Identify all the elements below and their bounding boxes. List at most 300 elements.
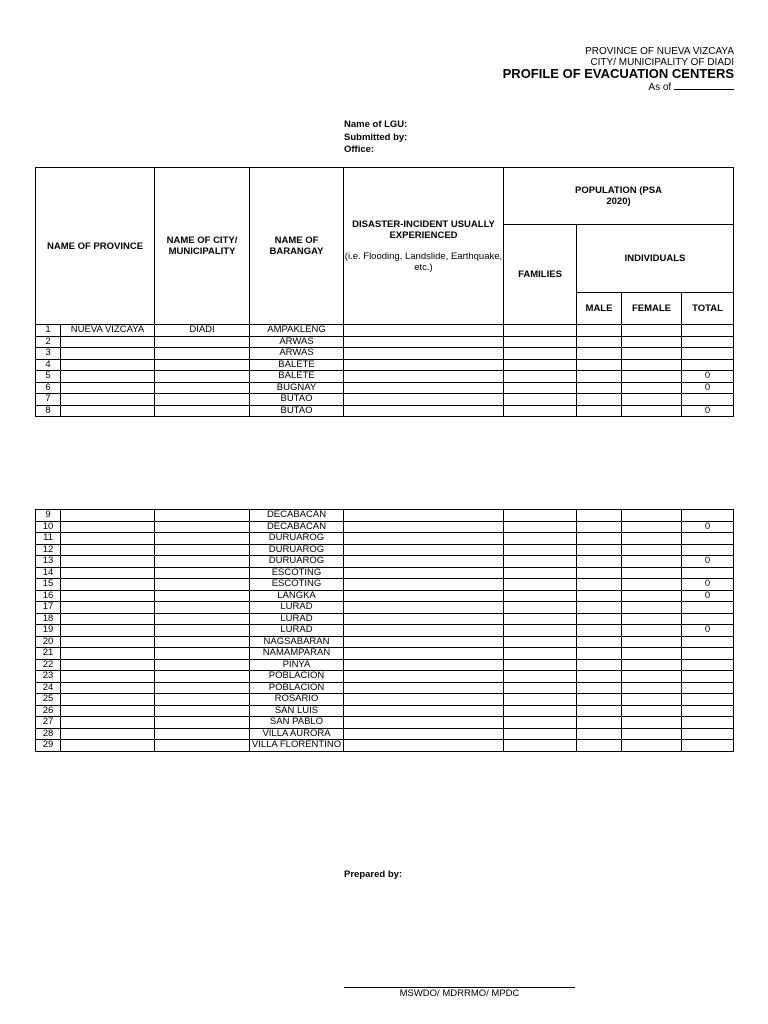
cell-disaster bbox=[344, 590, 504, 602]
cell-male bbox=[577, 682, 622, 694]
cell-barangay: BALETE bbox=[250, 371, 344, 383]
cell-total bbox=[682, 717, 734, 729]
cell-barangay: LANGKA bbox=[250, 590, 344, 602]
cell-city bbox=[155, 602, 250, 614]
col-barangay-header: NAME OF BARANGAY bbox=[250, 168, 344, 325]
evacuation-table-part2 bbox=[35, 509, 734, 752]
cell-male bbox=[577, 394, 622, 406]
cell-male bbox=[577, 590, 622, 602]
cell-barangay: DECABACAN bbox=[250, 521, 344, 533]
cell-city bbox=[155, 682, 250, 694]
cell-female bbox=[622, 533, 682, 545]
cell-total bbox=[682, 533, 734, 545]
cell-province: NUEVA VIZCAYA bbox=[61, 325, 155, 337]
cell-province bbox=[61, 556, 155, 568]
col-disaster-header bbox=[344, 168, 504, 325]
table-row bbox=[36, 717, 734, 729]
table-row bbox=[36, 405, 734, 417]
cell-families bbox=[504, 394, 577, 406]
cell-male bbox=[577, 728, 622, 740]
cell-total bbox=[682, 544, 734, 556]
lgu-label: Name of LGU: bbox=[344, 119, 408, 130]
cell-families bbox=[504, 336, 577, 348]
row-number: 25 bbox=[36, 694, 61, 706]
cell-province bbox=[61, 579, 155, 591]
cell-disaster bbox=[344, 521, 504, 533]
row-number: 8 bbox=[36, 405, 61, 417]
cell-families bbox=[504, 717, 577, 729]
cell-city bbox=[155, 521, 250, 533]
row-number: 1 bbox=[36, 325, 61, 337]
cell-total: 0 bbox=[682, 371, 734, 383]
table-row bbox=[36, 348, 734, 360]
cell-families bbox=[504, 602, 577, 614]
cell-male bbox=[577, 740, 622, 752]
cell-families bbox=[504, 382, 577, 394]
cell-families bbox=[504, 510, 577, 522]
cell-families bbox=[504, 728, 577, 740]
cell-disaster bbox=[344, 382, 504, 394]
row-number: 24 bbox=[36, 682, 61, 694]
cell-disaster bbox=[344, 671, 504, 683]
row-number: 21 bbox=[36, 648, 61, 660]
cell-disaster bbox=[344, 717, 504, 729]
cell-families bbox=[504, 740, 577, 752]
cell-families bbox=[504, 705, 577, 717]
cell-barangay: PINYA bbox=[250, 659, 344, 671]
row-number: 9 bbox=[36, 510, 61, 522]
col-families-header: FAMILIES bbox=[504, 225, 577, 325]
cell-male bbox=[577, 613, 622, 625]
cell-total bbox=[682, 705, 734, 717]
table-row bbox=[36, 636, 734, 648]
cell-male bbox=[577, 533, 622, 545]
row-number: 11 bbox=[36, 533, 61, 545]
cell-disaster bbox=[344, 556, 504, 568]
cell-barangay: BUTAO bbox=[250, 394, 344, 406]
cell-province bbox=[61, 359, 155, 371]
row-number: 17 bbox=[36, 602, 61, 614]
table-row bbox=[36, 694, 734, 706]
cell-disaster bbox=[344, 740, 504, 752]
cell-barangay: DURUAROG bbox=[250, 544, 344, 556]
cell-female bbox=[622, 682, 682, 694]
cell-total bbox=[682, 510, 734, 522]
cell-total bbox=[682, 602, 734, 614]
table-row bbox=[36, 371, 734, 383]
cell-barangay: POBLACION bbox=[250, 682, 344, 694]
cell-disaster bbox=[344, 567, 504, 579]
cell-city bbox=[155, 382, 250, 394]
cell-province bbox=[61, 394, 155, 406]
cell-barangay: ARWAS bbox=[250, 336, 344, 348]
cell-barangay: VILLA AURORA bbox=[250, 728, 344, 740]
cell-families bbox=[504, 694, 577, 706]
cell-barangay: LURAD bbox=[250, 602, 344, 614]
row-number: 19 bbox=[36, 625, 61, 637]
row-number: 18 bbox=[36, 613, 61, 625]
cell-disaster bbox=[344, 682, 504, 694]
cell-disaster bbox=[344, 348, 504, 360]
cell-disaster bbox=[344, 728, 504, 740]
table-row bbox=[36, 602, 734, 614]
cell-barangay: LURAD bbox=[250, 613, 344, 625]
cell-total bbox=[682, 359, 734, 371]
cell-city bbox=[155, 348, 250, 360]
cell-disaster bbox=[344, 394, 504, 406]
cell-city bbox=[155, 740, 250, 752]
cell-city bbox=[155, 694, 250, 706]
col-population-header: POPULATION (PSA 2020) bbox=[504, 168, 734, 225]
row-number: 13 bbox=[36, 556, 61, 568]
cell-province bbox=[61, 405, 155, 417]
cell-barangay: AMPAKLENG bbox=[250, 325, 344, 337]
cell-male bbox=[577, 659, 622, 671]
row-number: 12 bbox=[36, 544, 61, 556]
city-line: CITY/ MUNICIPALITY OF DIADI bbox=[590, 57, 734, 68]
cell-female bbox=[622, 371, 682, 383]
cell-female bbox=[622, 671, 682, 683]
cell-barangay: SAN LUIS bbox=[250, 705, 344, 717]
cell-total bbox=[682, 336, 734, 348]
cell-families bbox=[504, 359, 577, 371]
cell-barangay: BUGNAY bbox=[250, 382, 344, 394]
cell-families bbox=[504, 371, 577, 383]
cell-province bbox=[61, 728, 155, 740]
cell-female bbox=[622, 625, 682, 637]
cell-female bbox=[622, 648, 682, 660]
cell-male bbox=[577, 567, 622, 579]
cell-city bbox=[155, 659, 250, 671]
col-city-header: NAME OF CITY/ MUNICIPALITY bbox=[155, 168, 250, 325]
cell-female bbox=[622, 717, 682, 729]
cell-province bbox=[61, 659, 155, 671]
row-number: 23 bbox=[36, 671, 61, 683]
cell-female bbox=[622, 659, 682, 671]
cell-families bbox=[504, 348, 577, 360]
row-number: 3 bbox=[36, 348, 61, 360]
cell-city bbox=[155, 336, 250, 348]
cell-female bbox=[622, 336, 682, 348]
cell-disaster bbox=[344, 510, 504, 522]
cell-total bbox=[682, 325, 734, 337]
cell-barangay: ROSARIO bbox=[250, 694, 344, 706]
cell-province bbox=[61, 613, 155, 625]
cell-province bbox=[61, 590, 155, 602]
table-row bbox=[36, 556, 734, 568]
cell-barangay: VILLA FLORENTINO bbox=[250, 740, 344, 752]
row-number: 26 bbox=[36, 705, 61, 717]
col-female-header: FEMALE bbox=[622, 293, 682, 325]
cell-disaster bbox=[344, 544, 504, 556]
table-row bbox=[36, 579, 734, 591]
cell-female bbox=[622, 728, 682, 740]
cell-total bbox=[682, 671, 734, 683]
disaster-header-label: DISASTER-INCIDENT USUALLY EXPERIENCED bbox=[352, 219, 495, 241]
cell-disaster bbox=[344, 579, 504, 591]
lgu-meta bbox=[344, 119, 407, 157]
cell-province bbox=[61, 671, 155, 683]
row-number: 16 bbox=[36, 590, 61, 602]
evacuation-table-part1 bbox=[35, 167, 734, 417]
cell-total bbox=[682, 394, 734, 406]
row-number: 5 bbox=[36, 371, 61, 383]
cell-barangay: NAGSABARAN bbox=[250, 636, 344, 648]
table-row bbox=[36, 533, 734, 545]
disaster-header-hint: (i.e. Flooding, Landslide, Earthquake, etc.) bbox=[344, 251, 503, 273]
cell-barangay: NAMAMPARAN bbox=[250, 648, 344, 660]
cell-barangay: ESCOTING bbox=[250, 567, 344, 579]
cell-male bbox=[577, 694, 622, 706]
cell-disaster bbox=[344, 602, 504, 614]
row-number: 4 bbox=[36, 359, 61, 371]
row-number: 22 bbox=[36, 659, 61, 671]
cell-total: 0 bbox=[682, 556, 734, 568]
table-row bbox=[36, 325, 734, 337]
cell-barangay: DURUAROG bbox=[250, 556, 344, 568]
cell-total bbox=[682, 567, 734, 579]
cell-disaster bbox=[344, 705, 504, 717]
cell-male bbox=[577, 717, 622, 729]
col-individuals-header: INDIVIDUALS bbox=[577, 225, 734, 293]
cell-total: 0 bbox=[682, 521, 734, 533]
cell-total bbox=[682, 659, 734, 671]
cell-barangay: ESCOTING bbox=[250, 579, 344, 591]
cell-city bbox=[155, 371, 250, 383]
cell-province bbox=[61, 521, 155, 533]
submitted-by-label: Submitted by: bbox=[344, 131, 408, 143]
cell-female bbox=[622, 382, 682, 394]
cell-disaster bbox=[344, 636, 504, 648]
cell-province bbox=[61, 602, 155, 614]
cell-total bbox=[682, 682, 734, 694]
cell-disaster bbox=[344, 325, 504, 337]
office-label: Office: bbox=[344, 144, 375, 155]
table-row bbox=[36, 359, 734, 371]
cell-male bbox=[577, 359, 622, 371]
cell-province bbox=[61, 625, 155, 637]
table-row bbox=[36, 382, 734, 394]
row-number: 28 bbox=[36, 728, 61, 740]
cell-male bbox=[577, 579, 622, 591]
cell-disaster bbox=[344, 371, 504, 383]
cell-female bbox=[622, 613, 682, 625]
cell-total bbox=[682, 648, 734, 660]
cell-city bbox=[155, 533, 250, 545]
cell-families bbox=[504, 590, 577, 602]
row-number: 27 bbox=[36, 717, 61, 729]
cell-disaster bbox=[344, 659, 504, 671]
cell-male bbox=[577, 636, 622, 648]
cell-families bbox=[504, 533, 577, 545]
cell-disaster bbox=[344, 694, 504, 706]
table-row bbox=[36, 705, 734, 717]
cell-male bbox=[577, 625, 622, 637]
cell-province bbox=[61, 694, 155, 706]
document-title: PROFILE OF EVACUATION CENTERS bbox=[502, 66, 734, 81]
cell-female bbox=[622, 405, 682, 417]
cell-families bbox=[504, 521, 577, 533]
cell-barangay: BUTAO bbox=[250, 405, 344, 417]
cell-families bbox=[504, 613, 577, 625]
cell-disaster bbox=[344, 336, 504, 348]
cell-city bbox=[155, 405, 250, 417]
row-number: 6 bbox=[36, 382, 61, 394]
cell-male bbox=[577, 521, 622, 533]
table-row bbox=[36, 567, 734, 579]
cell-city bbox=[155, 728, 250, 740]
row-number: 7 bbox=[36, 394, 61, 406]
cell-male bbox=[577, 705, 622, 717]
cell-total bbox=[682, 694, 734, 706]
cell-city bbox=[155, 648, 250, 660]
cell-families bbox=[504, 625, 577, 637]
cell-disaster bbox=[344, 405, 504, 417]
cell-families bbox=[504, 682, 577, 694]
cell-city bbox=[155, 613, 250, 625]
row-number: 15 bbox=[36, 579, 61, 591]
cell-city bbox=[155, 625, 250, 637]
cell-total bbox=[682, 728, 734, 740]
table-row bbox=[36, 659, 734, 671]
cell-families bbox=[504, 636, 577, 648]
cell-female bbox=[622, 556, 682, 568]
table-row bbox=[36, 510, 734, 522]
cell-disaster bbox=[344, 359, 504, 371]
as-of-label: As of bbox=[648, 82, 672, 93]
table-row bbox=[36, 613, 734, 625]
cell-female bbox=[622, 510, 682, 522]
cell-families bbox=[504, 659, 577, 671]
cell-province bbox=[61, 382, 155, 394]
table-row bbox=[36, 728, 734, 740]
cell-province bbox=[61, 336, 155, 348]
table-row bbox=[36, 648, 734, 660]
cell-disaster bbox=[344, 625, 504, 637]
cell-total bbox=[682, 348, 734, 360]
cell-province bbox=[61, 705, 155, 717]
cell-female bbox=[622, 694, 682, 706]
cell-disaster bbox=[344, 648, 504, 660]
cell-city bbox=[155, 359, 250, 371]
cell-city bbox=[155, 544, 250, 556]
cell-city bbox=[155, 556, 250, 568]
cell-male bbox=[577, 325, 622, 337]
cell-disaster bbox=[344, 533, 504, 545]
cell-families bbox=[504, 648, 577, 660]
row-number: 20 bbox=[36, 636, 61, 648]
cell-male bbox=[577, 648, 622, 660]
cell-female bbox=[622, 740, 682, 752]
row-number: 29 bbox=[36, 740, 61, 752]
cell-province bbox=[61, 510, 155, 522]
table-row bbox=[36, 394, 734, 406]
province-line: PROVINCE OF NUEVA VIZCAYA bbox=[585, 46, 734, 57]
table-row bbox=[36, 740, 734, 752]
cell-city bbox=[155, 567, 250, 579]
cell-male bbox=[577, 336, 622, 348]
cell-city bbox=[155, 510, 250, 522]
col-male-header: MALE bbox=[577, 293, 622, 325]
cell-disaster bbox=[344, 613, 504, 625]
cell-total: 0 bbox=[682, 590, 734, 602]
cell-city bbox=[155, 590, 250, 602]
signatory-caption: MSWDO/ MDRRMO/ MPDC bbox=[399, 988, 520, 999]
cell-province bbox=[61, 371, 155, 383]
cell-total bbox=[682, 636, 734, 648]
as-of-blank bbox=[674, 81, 734, 90]
table-row bbox=[36, 544, 734, 556]
cell-total: 0 bbox=[682, 405, 734, 417]
cell-barangay: LURAD bbox=[250, 625, 344, 637]
cell-city bbox=[155, 394, 250, 406]
cell-families bbox=[504, 671, 577, 683]
row-number: 10 bbox=[36, 521, 61, 533]
cell-families bbox=[504, 567, 577, 579]
cell-female bbox=[622, 394, 682, 406]
cell-male bbox=[577, 544, 622, 556]
cell-female bbox=[622, 325, 682, 337]
cell-male bbox=[577, 556, 622, 568]
cell-families bbox=[504, 325, 577, 337]
cell-city bbox=[155, 671, 250, 683]
cell-city bbox=[155, 705, 250, 717]
cell-total: 0 bbox=[682, 579, 734, 591]
cell-male bbox=[577, 602, 622, 614]
as-of-line bbox=[434, 81, 734, 93]
cell-city bbox=[155, 579, 250, 591]
cell-male bbox=[577, 671, 622, 683]
cell-female bbox=[622, 602, 682, 614]
cell-total: 0 bbox=[682, 625, 734, 637]
cell-female bbox=[622, 567, 682, 579]
cell-barangay: ARWAS bbox=[250, 348, 344, 360]
table-row bbox=[36, 671, 734, 683]
row-number: 2 bbox=[36, 336, 61, 348]
cell-female bbox=[622, 705, 682, 717]
prepared-by-label: Prepared by: bbox=[344, 869, 403, 880]
cell-province bbox=[61, 533, 155, 545]
cell-city bbox=[155, 717, 250, 729]
cell-female bbox=[622, 348, 682, 360]
cell-barangay: SAN PABLO bbox=[250, 717, 344, 729]
cell-male bbox=[577, 510, 622, 522]
table-row bbox=[36, 336, 734, 348]
cell-barangay: DECABACAN bbox=[250, 510, 344, 522]
table-row bbox=[36, 625, 734, 637]
cell-province bbox=[61, 682, 155, 694]
table-row bbox=[36, 521, 734, 533]
cell-province bbox=[61, 717, 155, 729]
cell-total bbox=[682, 613, 734, 625]
cell-barangay: BALETE bbox=[250, 359, 344, 371]
cell-families bbox=[504, 579, 577, 591]
cell-male bbox=[577, 371, 622, 383]
cell-female bbox=[622, 590, 682, 602]
cell-female bbox=[622, 544, 682, 556]
cell-male bbox=[577, 405, 622, 417]
cell-province bbox=[61, 348, 155, 360]
cell-female bbox=[622, 521, 682, 533]
row-number: 14 bbox=[36, 567, 61, 579]
cell-female bbox=[622, 359, 682, 371]
cell-female bbox=[622, 636, 682, 648]
cell-province bbox=[61, 740, 155, 752]
table-row bbox=[36, 590, 734, 602]
cell-female bbox=[622, 579, 682, 591]
cell-families bbox=[504, 405, 577, 417]
cell-male bbox=[577, 348, 622, 360]
